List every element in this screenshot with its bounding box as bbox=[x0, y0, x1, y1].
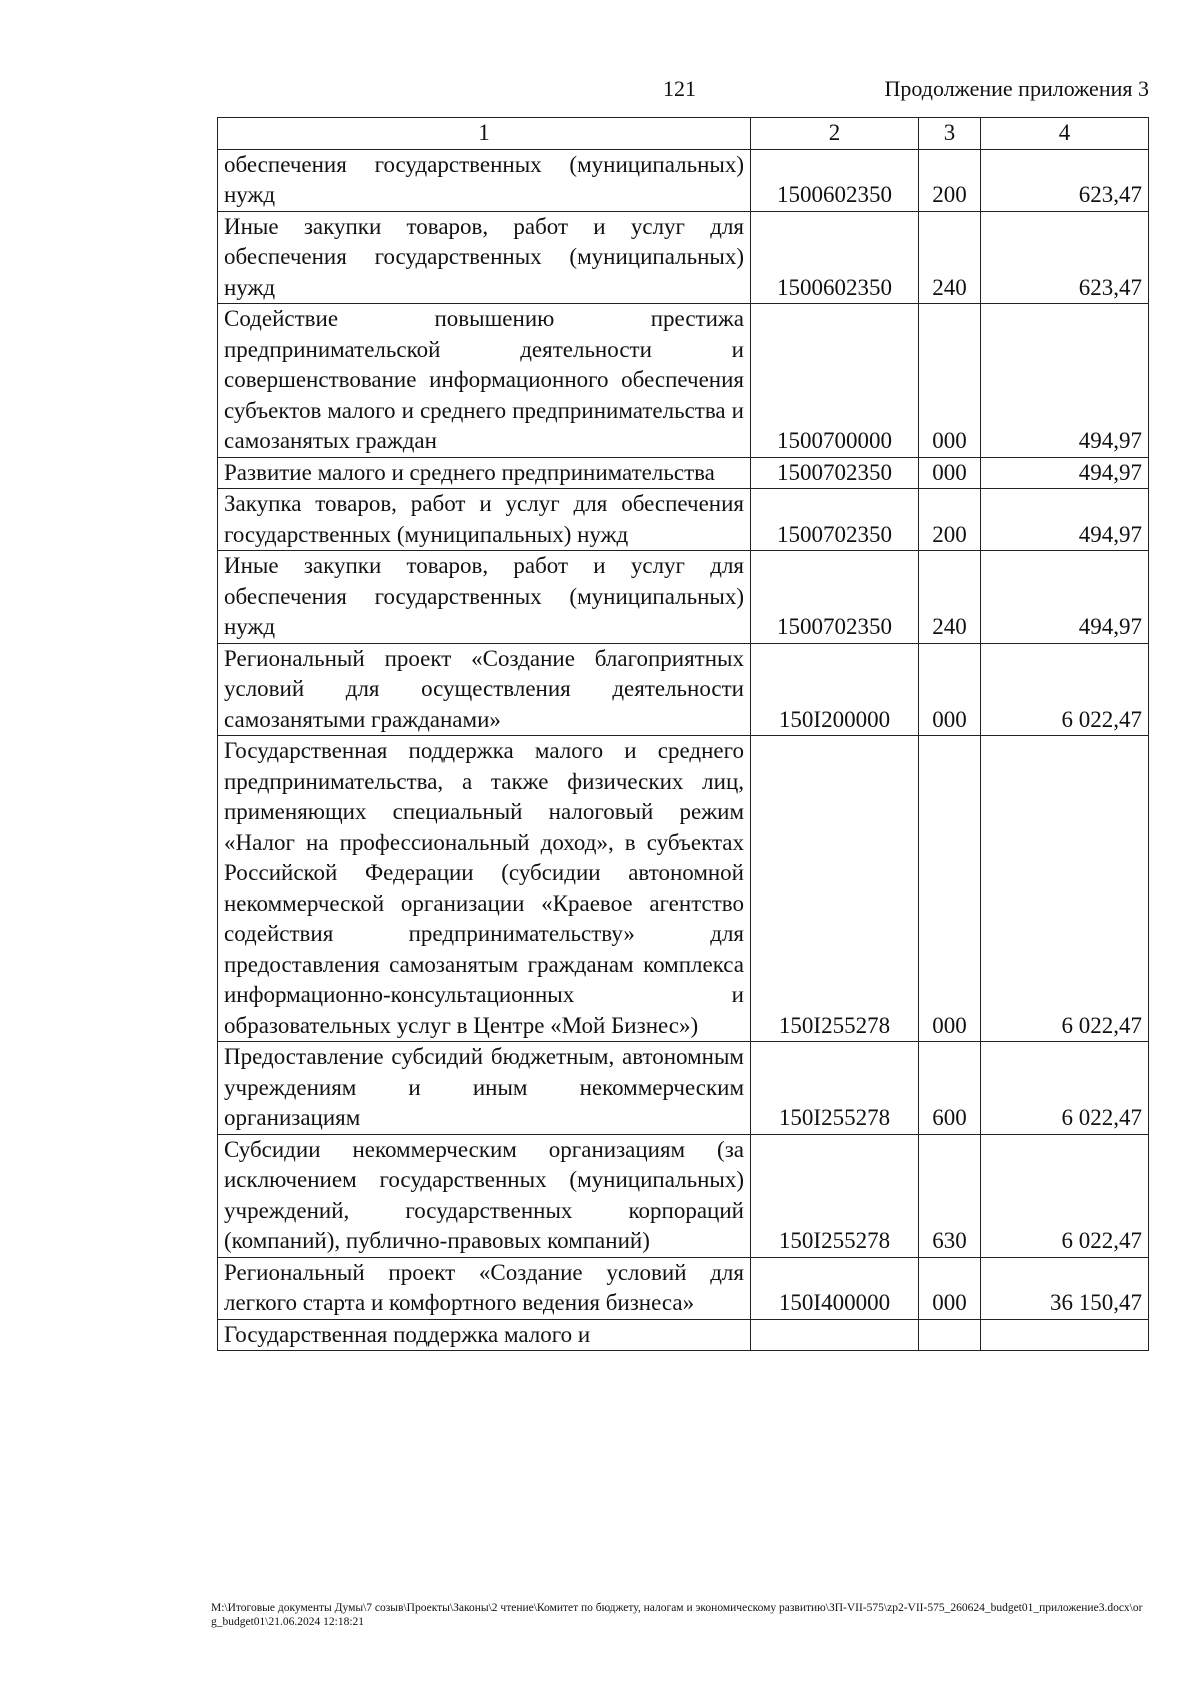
row-kvr: 000 bbox=[919, 736, 981, 1042]
row-name: Региональный проект «Создание благоприятных условий для осуществления деятельности самозанятыми гражданами» bbox=[218, 643, 751, 736]
table-row bbox=[218, 551, 1149, 644]
row-sum bbox=[981, 1319, 1149, 1351]
table-row bbox=[218, 211, 1149, 304]
row-sum: 36 150,47 bbox=[981, 1257, 1149, 1319]
table-header-row bbox=[218, 118, 1149, 150]
row-kvr: 000 bbox=[919, 457, 981, 489]
row-code: 1500602350 bbox=[751, 211, 919, 304]
column-header-2: 2 bbox=[751, 118, 919, 150]
row-sum: 6 022,47 bbox=[981, 736, 1149, 1042]
row-code: 150I255278 bbox=[751, 1134, 919, 1257]
row-name: обеспечения государственных (муниципальных) нужд bbox=[218, 149, 751, 211]
row-name: Предоставление субсидий бюджетным, автономным учреждениям и иным некоммерческим организациям bbox=[218, 1042, 751, 1135]
row-name: Государственная поддержка малого и bbox=[218, 1319, 751, 1351]
row-kvr: 240 bbox=[919, 551, 981, 644]
row-kvr: 000 bbox=[919, 304, 981, 458]
row-sum: 6 022,47 bbox=[981, 1134, 1149, 1257]
row-code: 1500602350 bbox=[751, 149, 919, 211]
row-kvr: 630 bbox=[919, 1134, 981, 1257]
row-name: Государственная поддержка малого и среднего предпринимательства, а также физических лиц, применяющих специальный налоговый режим «Налог на профессиональный доход», в субъектах Российской Федерации (субсидии автономной некоммерческой организации «Краевое агентство содействия предпринимательству» для предоставления самозанятым гражданам комплекса информационно-консультационных и образовательных услуг в Центре «Мой Бизнес») bbox=[218, 736, 751, 1042]
row-code: 1500702350 bbox=[751, 551, 919, 644]
row-name: Иные закупки товаров, работ и услуг для обеспечения государственных (муниципальных) нужд bbox=[218, 211, 751, 304]
row-name: Субсидии некоммерческим организациям (за исключением государственных (муниципальных) учреждений, государственных корпораций (компаний), публично-правовых компаний) bbox=[218, 1134, 751, 1257]
row-kvr: 200 bbox=[919, 489, 981, 551]
row-code: 150I255278 bbox=[751, 1042, 919, 1135]
table-row bbox=[218, 304, 1149, 458]
table-row bbox=[218, 149, 1149, 211]
row-kvr bbox=[919, 1319, 981, 1351]
column-header-1: 1 bbox=[218, 118, 751, 150]
row-sum: 494,97 bbox=[981, 551, 1149, 644]
row-sum: 494,97 bbox=[981, 304, 1149, 458]
row-name: Закупка товаров, работ и услуг для обеспечения государственных (муниципальных) нужд bbox=[218, 489, 751, 551]
row-kvr: 200 bbox=[919, 149, 981, 211]
row-kvr: 240 bbox=[919, 211, 981, 304]
row-name: Содействие повышению престижа предпринимательской деятельности и совершенствование информационного обеспечения субъектов малого и среднего предпринимательства и самозанятых граждан bbox=[218, 304, 751, 458]
row-code: 1500700000 bbox=[751, 304, 919, 458]
table-row bbox=[218, 736, 1149, 1042]
column-header-4: 4 bbox=[981, 118, 1149, 150]
row-kvr: 000 bbox=[919, 1257, 981, 1319]
continuation-title: Продолжение приложения 3 bbox=[884, 76, 1149, 101]
table-row bbox=[218, 1042, 1149, 1135]
row-sum: 623,47 bbox=[981, 211, 1149, 304]
row-sum: 494,97 bbox=[981, 489, 1149, 551]
row-sum: 623,47 bbox=[981, 149, 1149, 211]
row-code: 150I200000 bbox=[751, 643, 919, 736]
row-kvr: 000 bbox=[919, 643, 981, 736]
row-name: Развитие малого и среднего предпринимательства bbox=[218, 457, 751, 489]
row-code: 1500702350 bbox=[751, 457, 919, 489]
row-code: 150I255278 bbox=[751, 736, 919, 1042]
table-row bbox=[218, 1134, 1149, 1257]
row-name: Иные закупки товаров, работ и услуг для обеспечения государственных (муниципальных) нужд bbox=[218, 551, 751, 644]
row-code: 1500702350 bbox=[751, 489, 919, 551]
table-row bbox=[218, 457, 1149, 489]
row-kvr: 600 bbox=[919, 1042, 981, 1135]
table-row bbox=[218, 1319, 1149, 1351]
row-name: Региональный проект «Создание условий для легкого старта и комфортного ведения бизнеса» bbox=[218, 1257, 751, 1319]
table-row bbox=[218, 1257, 1149, 1319]
table-row bbox=[218, 489, 1149, 551]
row-code: 150I400000 bbox=[751, 1257, 919, 1319]
column-header-3: 3 bbox=[919, 118, 981, 150]
row-sum: 6 022,47 bbox=[981, 1042, 1149, 1135]
row-sum: 494,97 bbox=[981, 457, 1149, 489]
file-path-footer: M:\Итоговые документы Думы\7 созыв\Проекты\Законы\2 чтение\Комитет по бюджету, налогам и экономическому развитию\ЗП-VII-575\zp2-VII-575_260624_budget01_приложение3.docx\org_budget01\21.06.2024 12:18:21 bbox=[211, 1602, 1143, 1628]
row-sum: 6 022,47 bbox=[981, 643, 1149, 736]
page-number: 121 bbox=[663, 76, 696, 101]
table-row bbox=[218, 643, 1149, 736]
row-code bbox=[751, 1319, 919, 1351]
budget-table bbox=[217, 117, 1149, 1351]
